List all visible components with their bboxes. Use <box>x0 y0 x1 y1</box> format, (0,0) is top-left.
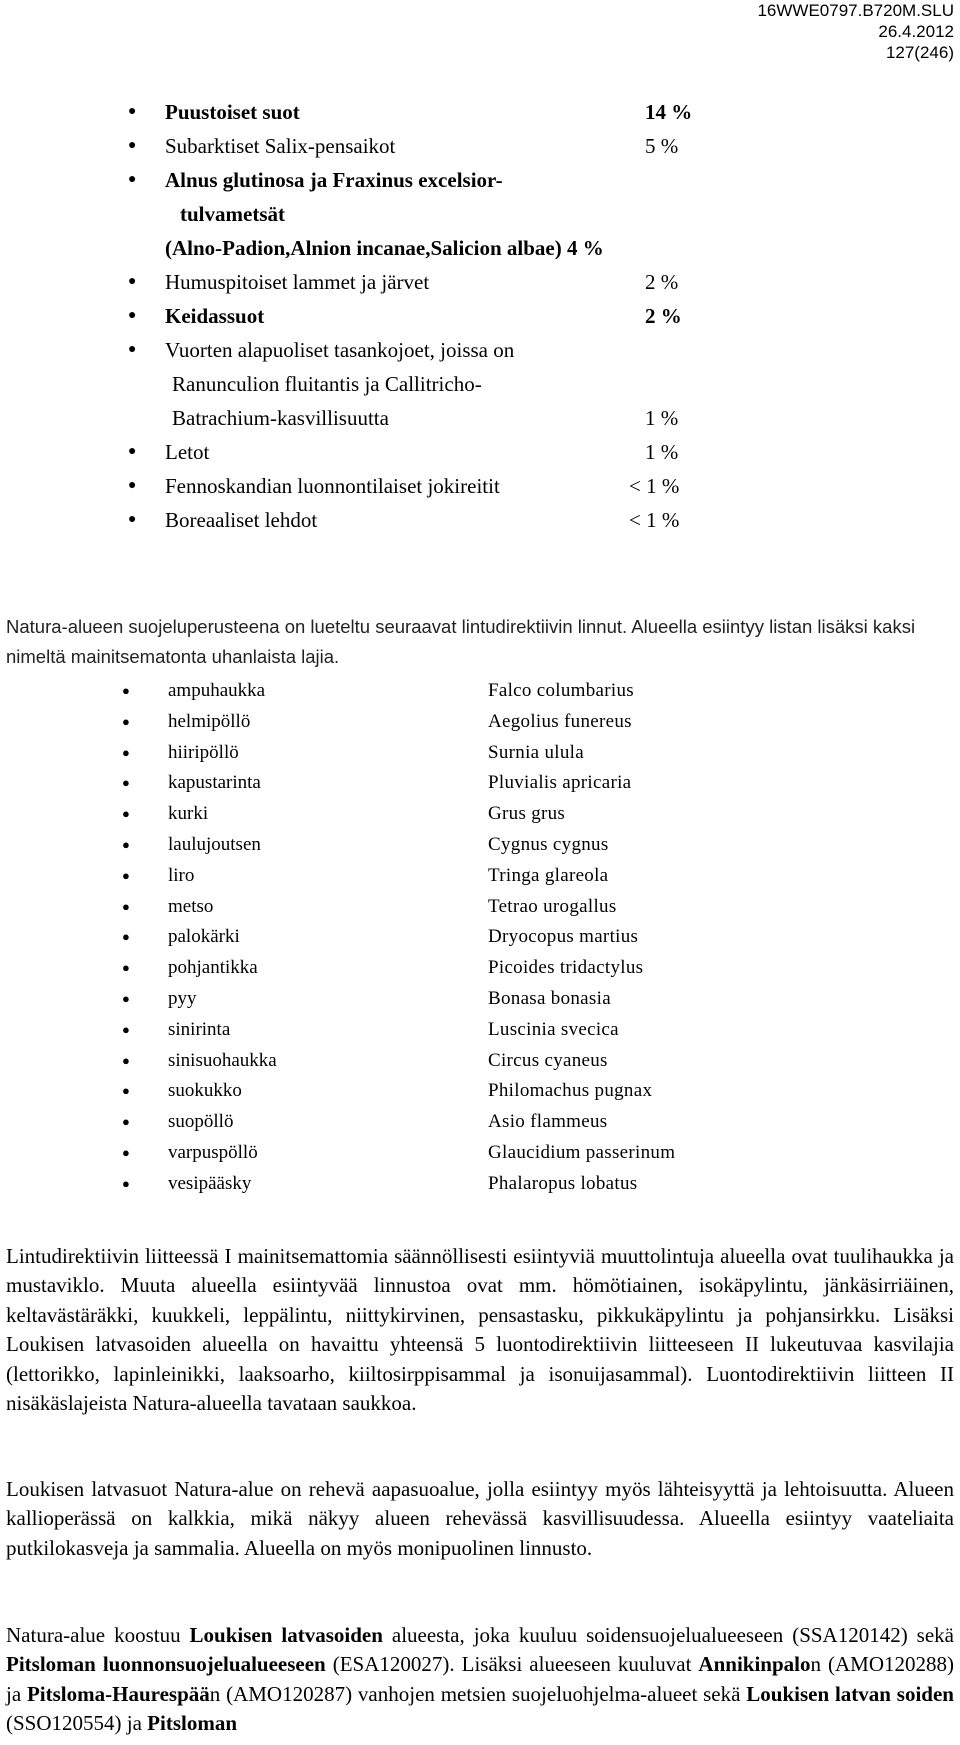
bullet-icon: ● <box>122 990 130 1006</box>
bird-finnish-name: varpuspöllö <box>168 1141 258 1163</box>
habitat-name-continued: tulvametsät <box>180 202 285 226</box>
habitat-percent: 1 % <box>645 440 679 464</box>
list-item <box>0 1015 960 1046</box>
bird-latin-name: Falco columbarius <box>488 680 634 701</box>
bullet-icon: ● <box>122 1114 130 1130</box>
list-item <box>0 768 960 799</box>
paragraph-site-composition: Natura-alue koostuu Loukisen latvasoiden alueesta, joka kuuluu soidensuojelualueeseen (SSA120142) sekä Pitsloman luonnonsuojelualueeseen (ESA120027). Lisäksi alueeseen kuuluvat Annikinpalon (AMO120288) ja Pitsloma-Haurespään (AMO120287) vanhojen metsien suojeluohjelma-alueet sekä Loukisen latvan soiden (SSO120554) ja Pitsloman <box>6 1623 954 1736</box>
bird-finnish-name: sinisuohaukka <box>168 1049 277 1071</box>
bullet-icon: ● <box>122 836 130 852</box>
bird-latin-name: Circus cyaneus <box>488 1049 608 1071</box>
bullet-icon: ● <box>128 308 137 323</box>
list-item <box>0 892 960 923</box>
list-item <box>0 1076 960 1107</box>
bird-latin-name: Grus grus <box>488 803 566 825</box>
bird-latin-name: Cygnus cygnus <box>488 833 609 855</box>
bird-finnish-name: suokukko <box>168 1080 242 1102</box>
bird-latin-name: Tringa glareola <box>488 864 609 886</box>
bird-finnish-name: palokärki <box>168 926 240 948</box>
habitat-percent: 2 % <box>645 270 679 294</box>
site-name: Pitsloma-Haurespää <box>26 1681 210 1706</box>
list-item <box>0 265 960 299</box>
habitat-percent: < 1 % <box>629 508 680 532</box>
list-item <box>0 984 960 1015</box>
bullet-icon: ● <box>122 1144 130 1160</box>
bullet-icon: ● <box>122 1083 130 1099</box>
bullet-icon: ● <box>128 478 137 493</box>
bird-latin-name: Phalaropus lobatus <box>488 1172 638 1194</box>
bird-finnish-name: pyy <box>168 987 197 1009</box>
bird-latin-name: Aegolius funereus <box>488 710 632 732</box>
bird-latin-name: Surnia ulula <box>488 741 584 763</box>
habitat-name: Humuspitoiset lammet ja järvet <box>165 270 430 294</box>
bird-latin-name: Glaucidium passerinum <box>488 1141 676 1163</box>
bird-finnish-name: kapustarinta <box>168 772 261 794</box>
page-number: 127(246) <box>885 43 954 62</box>
list-item <box>0 1138 960 1169</box>
bird-latin-name: Tetrao urogallus <box>488 895 617 917</box>
bullet-icon: ● <box>122 929 130 945</box>
bullet-icon: ● <box>122 806 130 822</box>
list-item <box>0 95 960 129</box>
bird-species-list <box>0 676 960 1200</box>
bullet-icon: ● <box>122 713 130 729</box>
habitat-name: Alnus glutinosa ja Fraxinus excelsior- <box>165 168 503 192</box>
bullet-icon: ● <box>122 898 130 914</box>
bullet-icon: ● <box>122 775 130 791</box>
bullet-icon: ● <box>128 342 137 357</box>
list-item <box>0 299 960 333</box>
list-item <box>0 953 960 984</box>
list-item <box>0 676 960 707</box>
list-item <box>0 469 960 503</box>
document-id: 16WWE0797.B720M.SLU <box>757 1 954 20</box>
list-item <box>0 738 960 769</box>
bullet-icon: ● <box>128 444 137 459</box>
list-item <box>0 333 960 435</box>
bullet-icon: ● <box>128 104 137 119</box>
list-item <box>0 707 960 738</box>
habitat-name: Letot <box>165 440 210 464</box>
bird-latin-name: Asio flammeus <box>488 1111 608 1133</box>
list-item <box>0 129 960 163</box>
bullet-icon: ● <box>122 960 130 976</box>
list-item <box>0 503 960 537</box>
list-item <box>0 163 960 265</box>
list-item <box>0 830 960 861</box>
bird-finnish-name: kurki <box>168 803 209 825</box>
bird-latin-name: Bonasa bonasia <box>488 987 611 1009</box>
bullet-icon: ● <box>122 1052 130 1068</box>
habitat-name-continued: (Alno-Padion,Alnion incanae,Salicion albae) 4 % <box>165 236 604 260</box>
bird-latin-name: Luscinia svecica <box>488 1018 619 1040</box>
paragraph-site-description: Loukisen latvasuot Natura-alue on rehevä aapasuoalue, jolla esiintyy myös lähteisyyttä ja lehtoisuutta. Alueen kallioperässä on kalkkia, mikä näkyy alueen rehevässä kasvillisuudessa. Alueella esiintyy vaateliaita putkilokasveja ja sammalia. Alueella on myös monipuolinen linnusto. <box>6 1477 954 1560</box>
site-name: Pitsloman <box>147 1711 238 1736</box>
habitat-list <box>0 95 960 537</box>
habitat-name: Keidassuot <box>165 304 265 328</box>
list-item <box>0 922 960 953</box>
paragraph-migratory-birds: Lintudirektiivin liitteessä I mainitsemattomia säännöllisesti esiintyviä muuttolintuja alueella ovat tuulihaukka ja mustaviklo. Muuta alueella esiintyvää linnustoa ovat mm. hömötiainen, isokäpylintu, jänkäsirriäinen, keltavästäräkki, kuukkeli, leppälintu, niittykirvinen, pensastasku, pikkukäpylintu ja pohjansirkku. Lisäksi Loukisen latvasoiden alueella on havaittu yhteensä 5 luontodirektiivin liitteeseen II lukeutuvaa kasvilajia (lettorikko, lapinleinikki, laaksoarho, kiiltosirppisammal ja isonuijasammal). Luontodirektiivin liitteen II nisäkäslajeista Natura-alueella tavataan saukkoa. <box>6 1244 954 1416</box>
bird-finnish-name: helmipöllö <box>168 710 251 732</box>
bullet-icon: ● <box>128 512 137 527</box>
list-item <box>0 1169 960 1200</box>
habitat-name: Subarktiset Salix-pensaikot <box>165 134 396 158</box>
site-name: Loukisen latvasoiden <box>189 1623 383 1647</box>
bird-latin-name: Pluvialis apricaria <box>488 772 632 794</box>
habitat-percent: < 1 % <box>629 474 680 498</box>
bullet-icon: ● <box>122 867 130 883</box>
bullet-icon: ● <box>128 274 137 289</box>
bird-latin-name: Picoides tridactylus <box>488 957 644 979</box>
bullet-icon: ● <box>128 138 137 153</box>
site-name: Loukisen latvan soiden <box>746 1681 954 1706</box>
site-name: Pitsloman luonnonsuojelualueeseen <box>6 1652 326 1677</box>
habitat-percent: 1 % <box>645 406 679 430</box>
intro-paragraph: Natura-alueen suojeluperusteena on lueteltu seuraavat lintudirektiivin linnut. Alueella esiintyy listan lisäksi kaksi nimeltä mainitsematonta uhanlaista lajia. <box>6 615 916 667</box>
habitat-name-continued: Batrachium-kasvillisuutta <box>172 406 389 430</box>
habitat-name: Vuorten alapuoliset tasankojoet, joissa on <box>165 338 515 362</box>
habitat-name: Boreaaliset lehdot <box>165 508 318 532</box>
page-header <box>757 0 954 63</box>
bird-latin-name: Philomachus pugnax <box>488 1080 653 1102</box>
bird-finnish-name: sinirinta <box>168 1018 231 1040</box>
document-date: 26.4.2012 <box>878 22 954 41</box>
habitat-percent: 2 % <box>645 304 682 328</box>
bird-finnish-name: pohjantikka <box>168 957 258 979</box>
list-item <box>0 861 960 892</box>
habitat-percent: 14 % <box>645 100 693 124</box>
habitat-name-continued: Ranunculion fluitantis ja Callitricho- <box>172 372 482 396</box>
bullet-icon: ● <box>128 172 137 187</box>
bullet-icon: ● <box>122 683 130 698</box>
bullet-icon: ● <box>122 1021 130 1037</box>
list-item <box>0 1107 960 1138</box>
habitat-name: Fennoskandian luonnontilaiset jokireitit <box>165 474 500 498</box>
bird-finnish-name: vesipääsky <box>168 1172 252 1194</box>
bird-finnish-name: laulujoutsen <box>168 833 261 855</box>
bullet-icon: ● <box>122 744 130 760</box>
bird-finnish-name: ampuhaukka <box>168 680 266 701</box>
bird-latin-name: Dryocopus martius <box>488 926 639 948</box>
bird-finnish-name: hiiripöllö <box>168 741 239 763</box>
bird-finnish-name: metso <box>168 895 214 917</box>
habitat-percent: 5 % <box>645 134 679 158</box>
list-item <box>0 799 960 830</box>
list-item <box>0 1046 960 1077</box>
list-item <box>0 435 960 469</box>
site-name: Annikinpalo <box>698 1652 811 1677</box>
bird-finnish-name: suopöllö <box>168 1111 234 1133</box>
bird-finnish-name: liro <box>168 864 195 886</box>
habitat-name: Puustoiset suot <box>165 100 300 124</box>
bullet-icon: ● <box>122 1175 130 1191</box>
